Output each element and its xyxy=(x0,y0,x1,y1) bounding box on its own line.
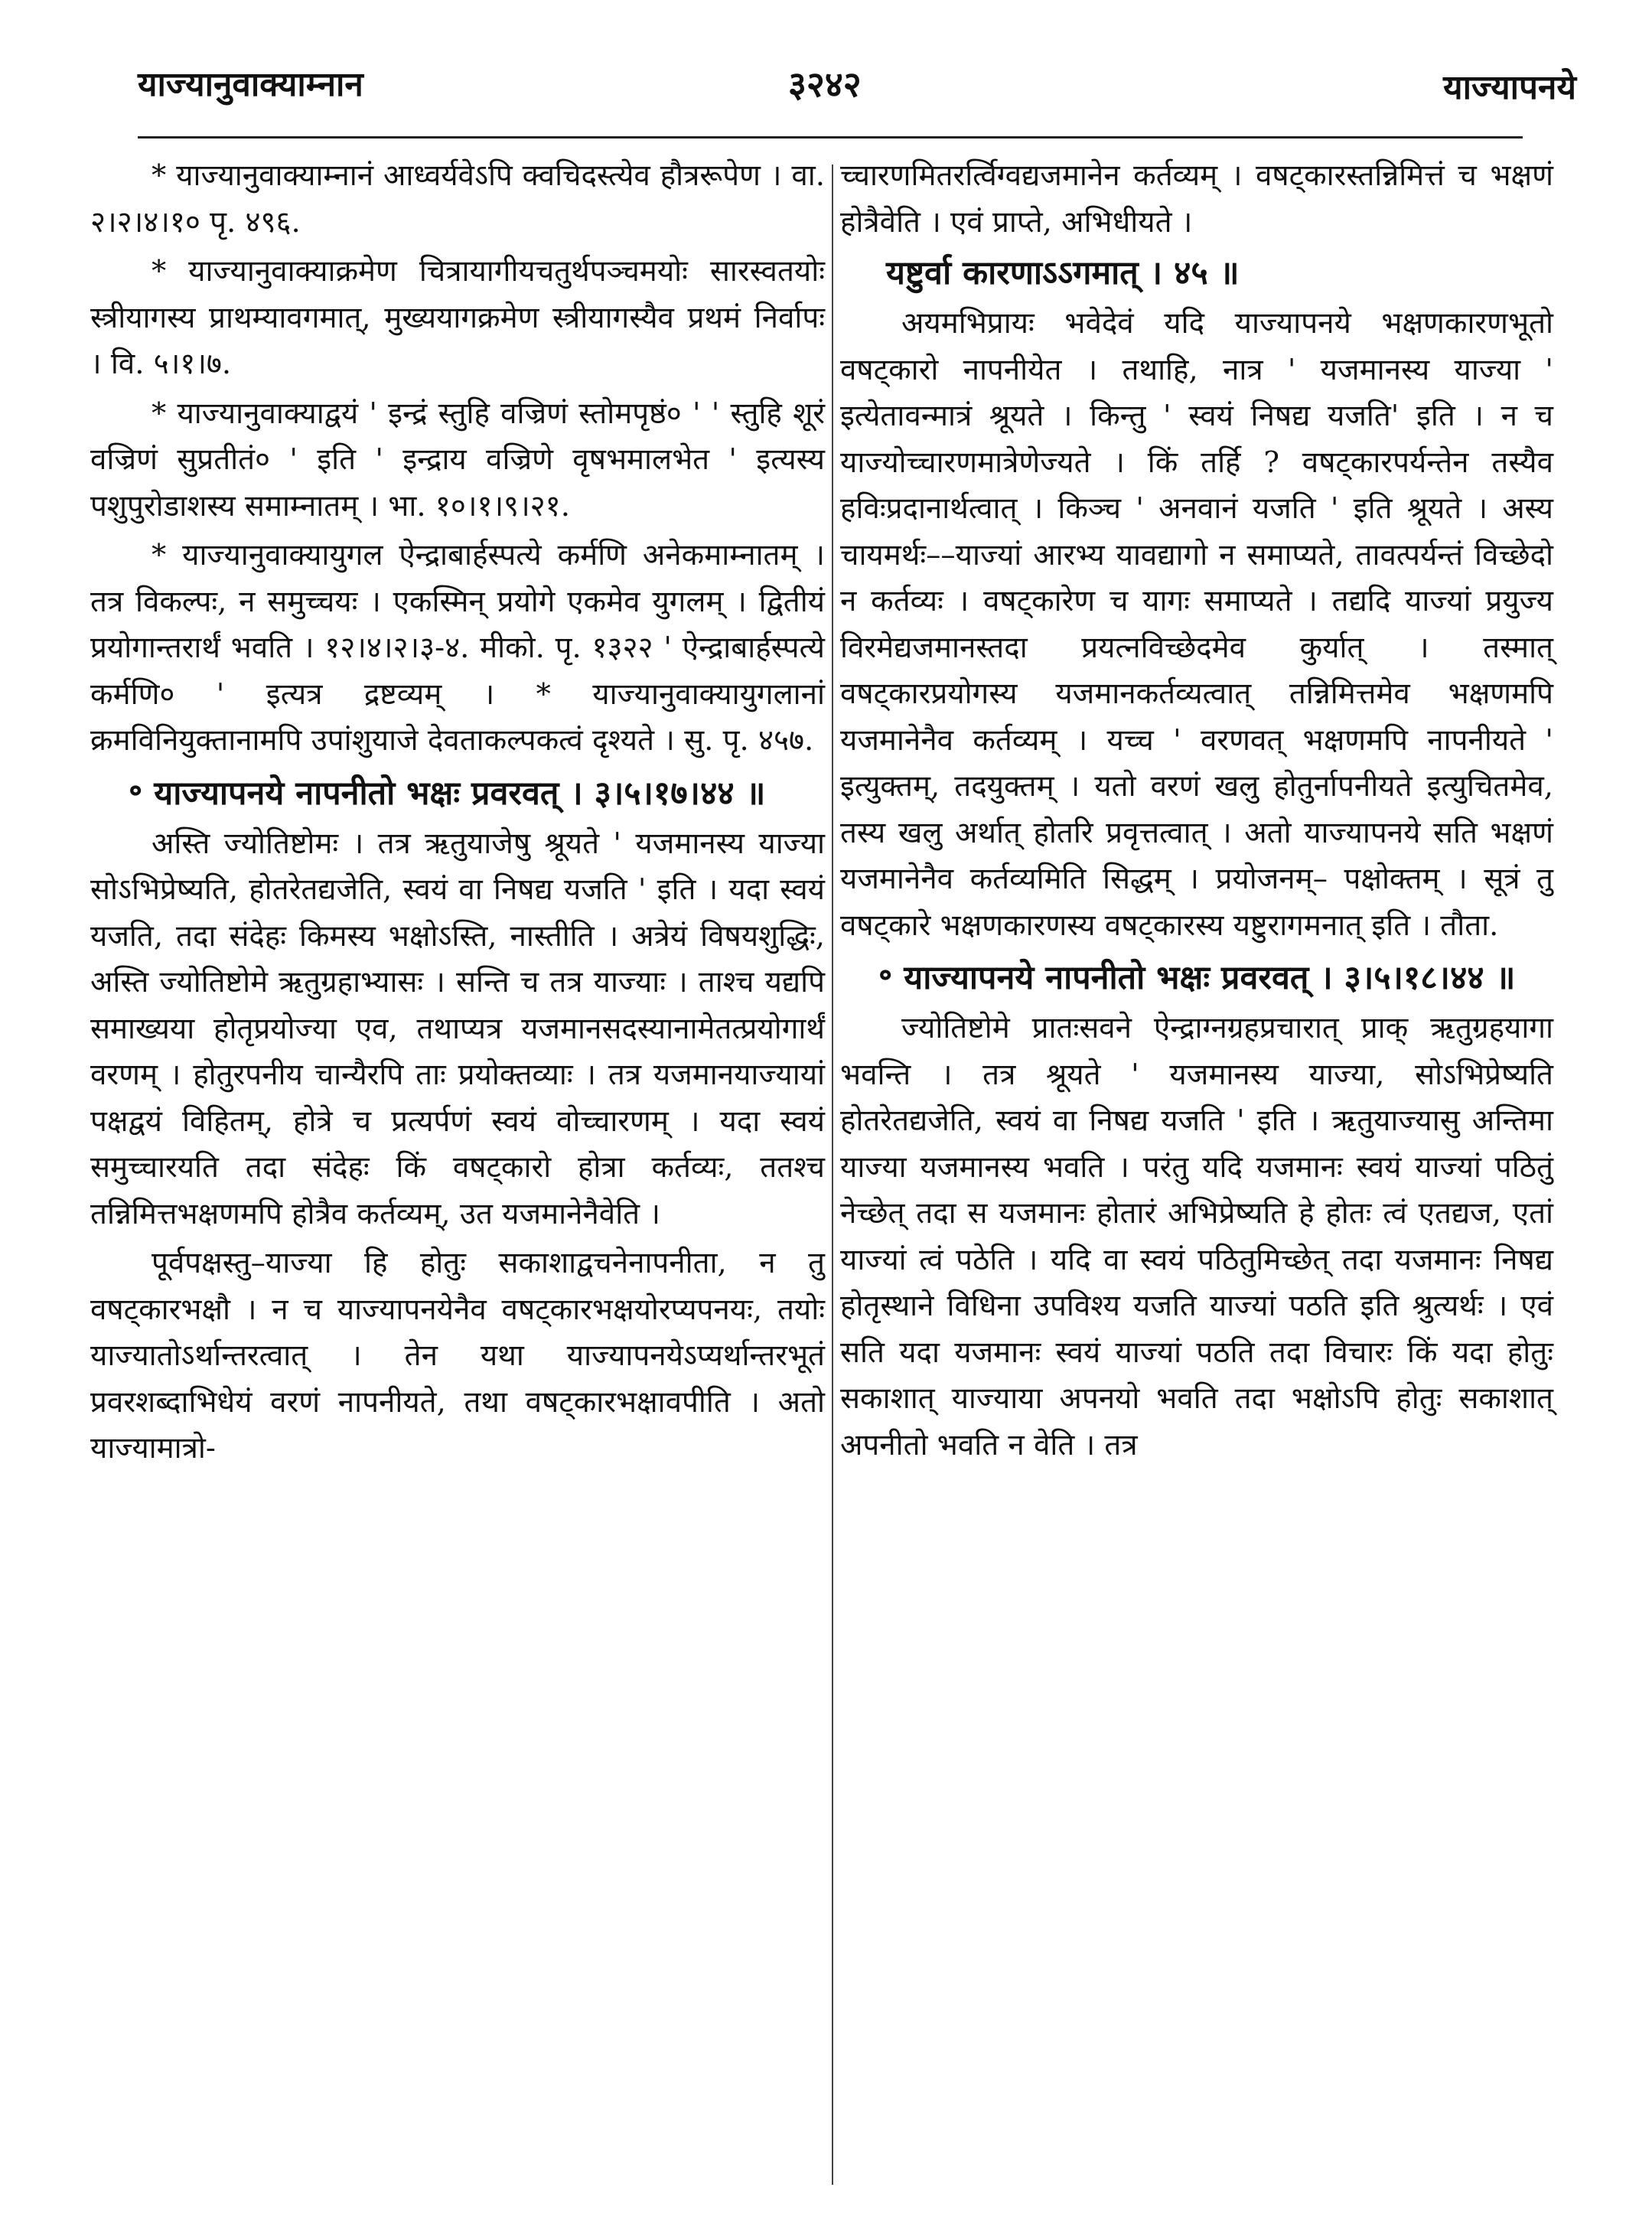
column-divider xyxy=(832,165,833,2185)
left-column xyxy=(90,153,825,1475)
right-sutra: यष्टुर्वा कारणाऽऽगमात् । ४५ ॥ xyxy=(886,254,1240,292)
right-sutra-heading: ॰ याज्यापनये नापनीतो भक्षः प्रवरवत् । ३।५।१८।४४ ॥ xyxy=(878,959,1516,997)
left-para-6: पूर्वपक्षस्तु–याज्या हि होतुः सकाशाद्वचनेनापनीता, न तु वषट्कारभक्षौ । न च याज्यापनयेनैव वषट्कारभक्षयोरप्यपनयः, तयोः याज्यातोऽर्थान्तरत्वात् । तेन यथा याज्यापनयेऽप्यर्थान्तरभूतं प्रवरशब्दाभिधेयं वरणं नापनीयते, तथा वषट्कारभक्षावपीति । अतो याज्यामात्रो- xyxy=(90,1246,825,1465)
left-para-2: * याज्यानुवाक्याक्रमेण चित्रायागीयचतुर्थपञ्चमयोः सारस्वतयोः स्त्रीयागस्य प्राथम्यावगमात्, मुख्ययागक्रमेण स्त्रीयागस्यैव प्रथमं निर्वापः । वि. ५।१।७. xyxy=(90,254,825,381)
right-para-3: ज्योतिष्टोमे प्रातःसवने ऐन्द्राग्नग्रहप्रचारात् प्राक् ऋतुग्रहयागा भवन्ति । तत्र श्रूयते ' यजमानस्य याज्या, सोऽभिप्रेष्यति होतरेतद्यजेति, स्वयं वा निषद्य यजति ' इति । ऋतुयाज्यासु अन्तिमा याज्या यजमानस्य भवति । परंतु यदि यजमानः स्वयं याज्यां पठितुं नेच्छेत् तदा स यजमानः होतारं अभिप्रेष्यति हे होतः त्वं एतद्यज, एतां याज्यां त्वं पठेति । यदि वा स्वयं पठितुमिच्छेत् तदा यजमानः निषद्य होतृस्थाने विधिना उपविश्य यजति याज्यां पठति इति श्रुत्यर्थः । एवं सति यदा यजमानः स्वयं याज्यां पठति तदा विचारः किं यदा होतुः सकाशात् याज्याया अपनयो भवति तदा भक्षोऽपि होतुः सकाशात् अपनीतो भवति न वेति । तत्र xyxy=(840,1011,1553,1462)
page-header xyxy=(84,60,1576,144)
right-column xyxy=(840,153,1553,1472)
left-para-5: अस्ति ज्योतिष्टोमः । तत्र ऋतुयाजेषु श्रूयते ' यजमानस्य याज्या सोऽभिप्रेष्यति, होतरेतद्यजेति, स्वयं वा निषद्य यजति ' इति । यदा स्वयं यजति, तदा संदेहः किमस्य भक्षोऽस्ति, नास्तीति । अत्रेयं विषयशुद्धिः, अस्ति ज्योतिष्टोमे ऋतुग्रहाभ्यासः । सन्ति च तत्र याज्याः । ताश्च यद्यपि समाख्यया होतृप्रयोज्या एव, तथाप्यत्र यजमानसदस्यानामेतत्प्रयोगार्थं वरणम् । होतुरपनीय चान्यैरपि ताः प्रयोक्तव्याः । तत्र यजमानयाज्यायां पक्षद्वयं विहितम्, होत्रे च प्रत्यर्पणं स्वयं वोच्चारणम् । यदा स्वयं समुच्चारयति तदा संदेहः किं वषट्कारो होत्रा कर्तव्यः, ततश्च तन्निमित्तभक्षणमपि होत्रैव कर्तव्यम्, उत यजमानेनैवेति । xyxy=(90,826,825,1231)
running-head-left: याज्यानुवाक्याम्नान xyxy=(138,65,363,104)
right-para-2: अयमभिप्रायः भवेदेवं यदि याज्यापनये भक्षणकारणभूतो वषट्कारो नापनीयेत । तथाहि, नात्र ' यजमानस्य याज्या ' इत्येतावन्मात्रं श्रूयते । किन्तु ' स्वयं निषद्य यजति' इति । न च याज्योच्चारणमात्रेणेज्यते । किं तर्हि ? वषट्कारपर्यन्तेन तस्यैव हविःप्रदानार्थत्वात् । किञ्च ' अनवानं यजति ' इति श्रूयते । अस्य चायमर्थः––याज्यां आरभ्य यावद्यागो न समाप्यते, तावत्पर्यन्तं विच्छेदो न कर्तव्यः । वषट्कारेण च यागः समाप्यते । तद्यदि याज्यां प्रयुज्य विरमेद्यजमानस्तदा प्रयत्नविच्छेदमेव कुर्यात् । तस्मात् वषट्कारप्रयोगस्य यजमानकर्तव्यत्वात् तन्निमित्तमेव भक्षणमपि यजमानेनैव कर्तव्यम् । यच्च ' वरणवत् भक्षणमपि नापनीयते ' इत्युक्तम्, तदयुक्तम् । यतो वरणं खलु होतुर्नापनीयते इत्युचितमेव, तस्य खलु अर्थात् होतरि प्रवृत्तत्वात् । अतो याज्यापनये सति भक्षणं यजमानेनैव कर्तव्यमिति सिद्धम् । प्रयोजनम्– पक्षोक्तम् । सूत्रं तु वषट्कारे भक्षणकारणस्य वषट्कारस्य यष्टुरागमनात् इति । तौता. xyxy=(840,306,1553,943)
left-para-1: * याज्यानुवाक्याम्नानं आध्वर्यवेऽपि क्वचिदस्त्येव हौत्ररूपेण । वा. २।२।४।१० पृ. ४९६. xyxy=(90,158,825,240)
page-number: ३२४२ xyxy=(788,64,862,105)
right-para-1: च्चारणमितरर्त्विग्वद्यजमानेन कर्तव्यम् । वषट्कारस्तन्निमित्तं च भक्षणं होत्रैवेति । एवं प्राप्ते, अभिधीयते । xyxy=(840,158,1553,240)
left-para-3: * याज्यानुवाक्याद्वयं ' इन्द्रं स्तुहि वज्रिणं स्तोमपृष्ठं० ' ' स्तुहि शूरं वज्रिणं सुप्रतीतं० ' इति ' इन्द्राय वज्रिणे वृषभमालभेत ' इत्यस्य पशुपुरोडाशस्य समाम्नातम् । भा. १०।१।९।२१. xyxy=(90,396,825,523)
left-para-4: * याज्यानुवाक्यायुगल ऐन्द्राबार्हस्पत्ये कर्मणि अनेकमाम्नातम् । तत्र विकल्पः, न समुच्चयः । एकस्मिन् प्रयोगे एकमेव युगलम् । द्वितीयं प्रयोगान्तरार्थं भवति । १२।४।२।३-४. मीको. पृ. १३२२ ' ऐन्द्राबार्हस्पत्ये कर्मणि० ' इत्यत्र द्रष्टव्यम् । * याज्यानुवाक्यायुगलानां क्रमविनियुक्तानामपि उपांशुयाजे देवताकल्पकत्वं दृश्यते । सु. पृ. ४५७. xyxy=(90,538,825,758)
left-sutra-heading: ॰ याज्यापनये नापनीतो भक्षः प्रवरवत् । ३।५।१७।४४ ॥ xyxy=(129,774,766,813)
running-head-right: याज्यापनये xyxy=(1443,68,1576,107)
header-rule xyxy=(138,136,1523,139)
